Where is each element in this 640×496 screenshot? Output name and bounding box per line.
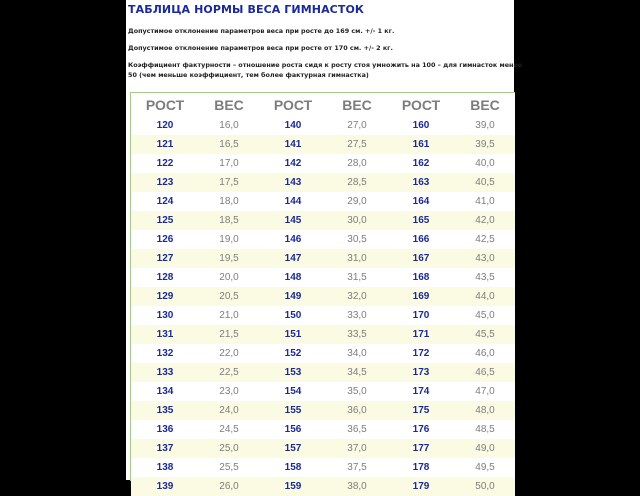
table-row xyxy=(131,477,515,496)
height-cell: 178 xyxy=(387,458,455,477)
weight-cell: 48,0 xyxy=(455,401,515,420)
height-cell: 169 xyxy=(387,287,455,306)
height-cell: 164 xyxy=(387,192,455,211)
weight-cell: 33,5 xyxy=(327,325,387,344)
table-row xyxy=(131,420,515,439)
weight-cell: 37,5 xyxy=(327,458,387,477)
table-row xyxy=(131,439,515,458)
height-cell: 130 xyxy=(131,306,199,325)
weight-norm-table xyxy=(131,93,515,496)
weight-cell: 29,0 xyxy=(327,192,387,211)
weight-cell: 35,0 xyxy=(327,382,387,401)
weight-cell: 43,0 xyxy=(455,249,515,268)
height-cell: 170 xyxy=(387,306,455,325)
height-cell: 165 xyxy=(387,211,455,230)
table-row xyxy=(131,211,515,230)
weight-cell: 25,0 xyxy=(199,439,259,458)
height-cell: 153 xyxy=(259,363,327,382)
height-cell: 147 xyxy=(259,249,327,268)
tolerance-note-from-170: Допустимое отклонение параметров веса при росте от 170 см. +/- 2 кг. xyxy=(128,44,393,52)
weight-cell: 36,5 xyxy=(327,420,387,439)
height-cell: 131 xyxy=(131,325,199,344)
table-row xyxy=(131,135,515,154)
page-title: ТАБЛИЦА НОРМЫ ВЕСА ГИМНАСТОК xyxy=(128,3,364,16)
height-cell: 156 xyxy=(259,420,327,439)
height-cell: 155 xyxy=(259,401,327,420)
table-row xyxy=(131,268,515,287)
height-cell: 122 xyxy=(131,154,199,173)
height-cell: 151 xyxy=(259,325,327,344)
height-cell: 126 xyxy=(131,230,199,249)
weight-cell: 30,0 xyxy=(327,211,387,230)
height-cell: 142 xyxy=(259,154,327,173)
weight-cell: 43,5 xyxy=(455,268,515,287)
height-cell: 167 xyxy=(387,249,455,268)
weight-cell: 18,5 xyxy=(199,211,259,230)
height-cell: 174 xyxy=(387,382,455,401)
weight-cell: 23,0 xyxy=(199,382,259,401)
height-cell: 140 xyxy=(259,116,327,135)
height-cell: 143 xyxy=(259,173,327,192)
height-cell: 166 xyxy=(387,230,455,249)
height-cell: 149 xyxy=(259,287,327,306)
weight-cell: 19,0 xyxy=(199,230,259,249)
height-cell: 154 xyxy=(259,382,327,401)
height-cell: 141 xyxy=(259,135,327,154)
height-cell: 152 xyxy=(259,344,327,363)
weight-cell: 34,5 xyxy=(327,363,387,382)
height-cell: 129 xyxy=(131,287,199,306)
column-header-height: РОСТ xyxy=(259,93,327,116)
weight-cell: 31,5 xyxy=(327,268,387,287)
height-cell: 133 xyxy=(131,363,199,382)
height-cell: 171 xyxy=(387,325,455,344)
table-row xyxy=(131,173,515,192)
height-cell: 139 xyxy=(131,477,199,496)
weight-cell: 27,0 xyxy=(327,116,387,135)
weight-cell: 27,5 xyxy=(327,135,387,154)
weight-cell: 50,0 xyxy=(455,477,515,496)
column-header-weight: ВЕС xyxy=(327,93,387,116)
height-cell: 158 xyxy=(259,458,327,477)
weight-cell: 47,0 xyxy=(455,382,515,401)
weight-norm-table-container xyxy=(130,92,515,492)
table-header-row xyxy=(131,93,515,116)
weight-cell: 21,5 xyxy=(199,325,259,344)
height-cell: 123 xyxy=(131,173,199,192)
table-row xyxy=(131,344,515,363)
weight-cell: 17,5 xyxy=(199,173,259,192)
weight-cell: 19,5 xyxy=(199,249,259,268)
weight-cell: 46,5 xyxy=(455,363,515,382)
height-cell: 128 xyxy=(131,268,199,287)
height-cell: 163 xyxy=(387,173,455,192)
weight-cell: 36,0 xyxy=(327,401,387,420)
tolerance-note-under-169: Допустимое отклонение параметров веса при росте до 169 см. +/- 1 кг. xyxy=(128,27,395,35)
weight-cell: 42,5 xyxy=(455,230,515,249)
height-cell: 150 xyxy=(259,306,327,325)
weight-cell: 16,0 xyxy=(199,116,259,135)
weight-cell: 22,5 xyxy=(199,363,259,382)
weight-cell: 31,0 xyxy=(327,249,387,268)
weight-cell: 26,0 xyxy=(199,477,259,496)
height-cell: 175 xyxy=(387,401,455,420)
weight-cell: 24,0 xyxy=(199,401,259,420)
weight-cell: 45,5 xyxy=(455,325,515,344)
height-cell: 134 xyxy=(131,382,199,401)
weight-cell: 42,0 xyxy=(455,211,515,230)
weight-cell: 28,0 xyxy=(327,154,387,173)
weight-cell: 40,0 xyxy=(455,154,515,173)
texture-coefficient-note: Коэффициент фактурности – отношение роста сидя к росту стоя умножить на 100 – для гимнасток менее 50 (чем меньше коэффициент, тем более фактурная гимнастка) xyxy=(128,61,523,79)
column-header-height: РОСТ xyxy=(387,93,455,116)
weight-cell: 44,0 xyxy=(455,287,515,306)
table-row xyxy=(131,154,515,173)
weight-cell: 17,0 xyxy=(199,154,259,173)
weight-cell: 33,0 xyxy=(327,306,387,325)
height-cell: 125 xyxy=(131,211,199,230)
column-header-height: РОСТ xyxy=(131,93,199,116)
weight-cell: 20,5 xyxy=(199,287,259,306)
height-cell: 159 xyxy=(259,477,327,496)
height-cell: 138 xyxy=(131,458,199,477)
height-cell: 135 xyxy=(131,401,199,420)
height-cell: 177 xyxy=(387,439,455,458)
document-page xyxy=(126,0,523,492)
weight-cell: 32,0 xyxy=(327,287,387,306)
height-cell: 136 xyxy=(131,420,199,439)
weight-cell: 34,0 xyxy=(327,344,387,363)
weight-cell: 24,5 xyxy=(199,420,259,439)
height-cell: 121 xyxy=(131,135,199,154)
weight-cell: 21,0 xyxy=(199,306,259,325)
weight-cell: 49,5 xyxy=(455,458,515,477)
weight-cell: 38,0 xyxy=(327,477,387,496)
table-row xyxy=(131,458,515,477)
weight-cell: 40,5 xyxy=(455,173,515,192)
weight-cell: 30,5 xyxy=(327,230,387,249)
height-cell: 132 xyxy=(131,344,199,363)
weight-cell: 22,0 xyxy=(199,344,259,363)
table-row xyxy=(131,287,515,306)
height-cell: 148 xyxy=(259,268,327,287)
height-cell: 168 xyxy=(387,268,455,287)
weight-cell: 48,5 xyxy=(455,420,515,439)
weight-cell: 45,0 xyxy=(455,306,515,325)
table-row xyxy=(131,382,515,401)
column-header-weight: ВЕС xyxy=(455,93,515,116)
table-body xyxy=(131,116,515,496)
height-cell: 157 xyxy=(259,439,327,458)
table-row xyxy=(131,363,515,382)
weight-cell: 46,0 xyxy=(455,344,515,363)
weight-cell: 49,0 xyxy=(455,439,515,458)
table-row xyxy=(131,116,515,135)
height-cell: 146 xyxy=(259,230,327,249)
weight-cell: 39,0 xyxy=(455,116,515,135)
table-row xyxy=(131,325,515,344)
height-cell: 172 xyxy=(387,344,455,363)
height-cell: 173 xyxy=(387,363,455,382)
table-row xyxy=(131,249,515,268)
table-row xyxy=(131,306,515,325)
weight-cell: 18,0 xyxy=(199,192,259,211)
height-cell: 179 xyxy=(387,477,455,496)
height-cell: 161 xyxy=(387,135,455,154)
weight-cell: 28,5 xyxy=(327,173,387,192)
height-cell: 137 xyxy=(131,439,199,458)
table-row xyxy=(131,230,515,249)
weight-cell: 37,0 xyxy=(327,439,387,458)
height-cell: 162 xyxy=(387,154,455,173)
weight-cell: 25,5 xyxy=(199,458,259,477)
weight-cell: 16,5 xyxy=(199,135,259,154)
height-cell: 144 xyxy=(259,192,327,211)
column-header-weight: ВЕС xyxy=(199,93,259,116)
table-row xyxy=(131,401,515,420)
weight-cell: 20,0 xyxy=(199,268,259,287)
height-cell: 124 xyxy=(131,192,199,211)
height-cell: 127 xyxy=(131,249,199,268)
table-row xyxy=(131,192,515,211)
height-cell: 176 xyxy=(387,420,455,439)
weight-cell: 41,0 xyxy=(455,192,515,211)
height-cell: 160 xyxy=(387,116,455,135)
height-cell: 120 xyxy=(131,116,199,135)
weight-cell: 39,5 xyxy=(455,135,515,154)
height-cell: 145 xyxy=(259,211,327,230)
